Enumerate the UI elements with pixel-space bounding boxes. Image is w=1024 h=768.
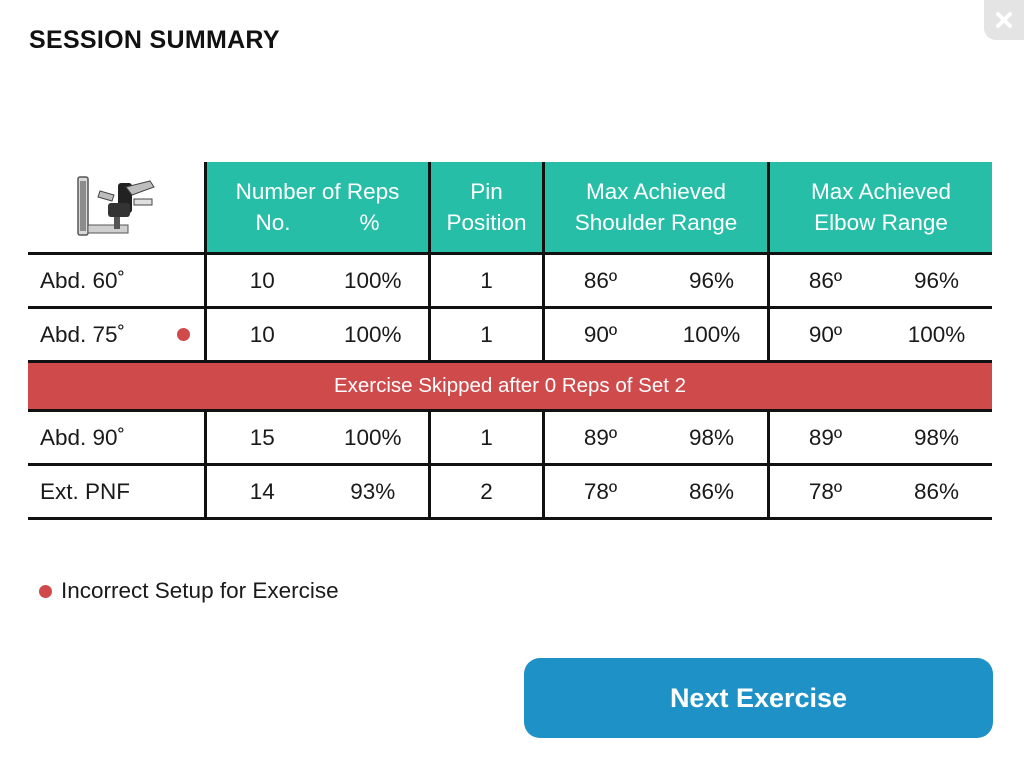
- table-row: [28, 309, 992, 363]
- elbow-degrees: 86º: [808, 267, 843, 293]
- elbow-percent: 96%: [913, 267, 960, 293]
- header-elbow-line1: Max Achieved: [810, 179, 952, 204]
- reps-cell: [204, 309, 428, 360]
- exercise-name: Abd. 60˚: [40, 267, 126, 293]
- close-icon: [995, 11, 1013, 29]
- header-elbow-range: [767, 162, 992, 252]
- shoulder-percent: 100%: [682, 321, 741, 347]
- elbow-percent: 100%: [907, 321, 966, 347]
- shoulder-percent: 98%: [688, 424, 735, 450]
- close-button[interactable]: [984, 0, 1024, 40]
- exercise-name: Ext. PNF: [40, 478, 131, 504]
- elbow-range-cell: [767, 309, 992, 360]
- machine-image-cell: [28, 162, 204, 252]
- reps-percent: 100%: [343, 321, 402, 347]
- pin-position: 1: [480, 267, 493, 293]
- shoulder-range-cell: [542, 412, 767, 463]
- pin-cell: [428, 466, 542, 517]
- reps-percent: 100%: [343, 424, 402, 450]
- pin-position: 1: [480, 321, 493, 347]
- table-row: [28, 255, 992, 309]
- exercise-machine-icon: [74, 173, 158, 241]
- shoulder-degrees: 90º: [583, 321, 618, 347]
- table-row: [28, 466, 992, 520]
- shoulder-percent: 96%: [688, 267, 735, 293]
- header-reps-no: No.: [255, 210, 291, 235]
- header-pin-line2: Position: [446, 210, 527, 235]
- elbow-percent: 98%: [913, 424, 960, 450]
- exercise-name-cell: [28, 309, 204, 360]
- pin-position: 1: [480, 424, 493, 450]
- exercise-skipped-banner: [28, 363, 992, 412]
- exercise-name-cell: [28, 412, 204, 463]
- shoulder-range-cell: [542, 309, 767, 360]
- exercise-name-cell: [28, 466, 204, 517]
- reps-cell: [204, 412, 428, 463]
- elbow-range-cell: [767, 466, 992, 517]
- shoulder-percent: 86%: [688, 478, 735, 504]
- shoulder-degrees: 86º: [583, 267, 618, 293]
- elbow-degrees: 78º: [808, 478, 843, 504]
- shoulder-range-cell: [542, 255, 767, 306]
- exercise-name: Abd. 90˚: [40, 424, 126, 450]
- reps-percent: 100%: [343, 267, 402, 293]
- legend: [39, 578, 339, 604]
- header-shoulder-line2: Shoulder Range: [574, 210, 738, 235]
- reps-count: 14: [249, 478, 275, 504]
- elbow-degrees: 89º: [808, 424, 843, 450]
- reps-count: 10: [249, 321, 275, 347]
- header-elbow-line2: Elbow Range: [814, 210, 948, 235]
- header-shoulder-line1: Max Achieved: [585, 179, 727, 204]
- pin-cell: [428, 255, 542, 306]
- header-pin-position: [428, 162, 542, 252]
- pin-cell: [428, 412, 542, 463]
- legend-text: Incorrect Setup for Exercise: [61, 578, 339, 603]
- reps-count: 15: [249, 424, 275, 450]
- session-summary-table: [28, 162, 992, 520]
- header-reps-title: Number of Reps: [235, 179, 400, 204]
- header-number-of-reps: [204, 162, 428, 252]
- header-pin-line1: Pin: [470, 179, 503, 204]
- page-title: SESSION SUMMARY: [29, 26, 280, 54]
- reps-percent: 93%: [350, 478, 396, 504]
- reps-cell: [204, 466, 428, 517]
- exercise-name: Abd. 75˚: [40, 321, 126, 347]
- incorrect-setup-dot-icon: [177, 328, 190, 341]
- table-row: [28, 412, 992, 466]
- incorrect-setup-dot-icon: [39, 585, 52, 598]
- elbow-percent: 86%: [913, 478, 960, 504]
- next-exercise-button[interactable]: Next Exercise: [524, 658, 993, 738]
- elbow-range-cell: [767, 255, 992, 306]
- reps-count: 10: [249, 267, 275, 293]
- elbow-degrees: 90º: [808, 321, 843, 347]
- shoulder-range-cell: [542, 466, 767, 517]
- shoulder-degrees: 89º: [583, 424, 618, 450]
- elbow-range-cell: [767, 412, 992, 463]
- table-header-row: [28, 162, 992, 255]
- pin-cell: [428, 309, 542, 360]
- header-shoulder-range: [542, 162, 767, 252]
- reps-cell: [204, 255, 428, 306]
- exercise-name-cell: [28, 255, 204, 306]
- header-reps-pct: %: [359, 210, 380, 235]
- shoulder-degrees: 78º: [583, 478, 618, 504]
- pin-position: 2: [480, 478, 493, 504]
- skip-message: Exercise Skipped after 0 Reps of Set 2: [333, 374, 687, 397]
